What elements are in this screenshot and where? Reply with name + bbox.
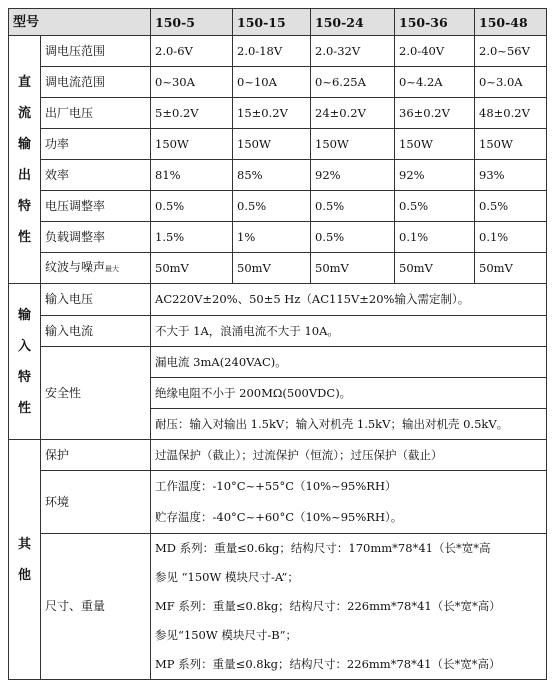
cell: 36±0.2V — [395, 98, 475, 129]
env-line: 贮存温度：-40°C~+60°C（10%~95%RH）。 — [155, 510, 403, 524]
table-row — [9, 222, 547, 253]
cell: 0.5% — [311, 191, 395, 222]
row-label: 出厂电压 — [41, 98, 151, 129]
table-row — [9, 98, 547, 129]
cell: 50mV — [311, 253, 395, 284]
spec-table — [8, 8, 547, 680]
model-label: 型号 — [9, 9, 151, 36]
row-label: 调电流范围 — [41, 67, 151, 98]
table-row — [9, 160, 547, 191]
table-row — [9, 284, 547, 316]
cell: 0.1% — [475, 222, 547, 253]
cell: 2.0-18V — [233, 36, 311, 67]
input-current-label: 输入电流 — [41, 316, 151, 347]
cell: 92% — [311, 160, 395, 191]
cell: 85% — [233, 160, 311, 191]
model-150-5: 150-5 — [151, 9, 233, 36]
cell: 81% — [151, 160, 233, 191]
row-label: 调电压范围 — [41, 36, 151, 67]
table-row — [9, 191, 547, 222]
model-150-36: 150-36 — [395, 9, 475, 36]
cell: 50mV — [475, 253, 547, 284]
protection-label: 保护 — [41, 440, 151, 471]
cell: 2.0-32V — [311, 36, 395, 67]
header-row — [9, 9, 547, 36]
cell: 15±0.2V — [233, 98, 311, 129]
table-row — [9, 440, 547, 471]
cell: 0.5% — [475, 191, 547, 222]
size-line: MD 系列：重量≤0.6kg；结构尺寸：170mm*78*41（长*宽*高 — [155, 541, 491, 555]
cell: 0~6.25A — [311, 67, 395, 98]
table-row — [9, 67, 547, 98]
size-line: 参见 “150W 模块尺寸-A”； — [155, 570, 299, 584]
input-current-value: 不大于 1A，浪涌电流不大于 10A。 — [151, 316, 547, 347]
table-row — [9, 129, 547, 160]
cell: 2.0-40V — [395, 36, 475, 67]
safety-line: 漏电流 3mA(240VAC)。 — [151, 347, 547, 378]
cell: 50mV — [233, 253, 311, 284]
cell: 150W — [475, 129, 547, 160]
max-subscript: 最大 — [105, 264, 120, 273]
environment-label: 环境 — [41, 471, 151, 534]
row-label: 负载调整率 — [41, 222, 151, 253]
cell: 0~30A — [151, 67, 233, 98]
table-row — [9, 36, 547, 67]
cell: 0~10A — [233, 67, 311, 98]
cell: 1.5% — [151, 222, 233, 253]
table-row — [9, 253, 547, 284]
input-voltage-value: AC220V±20%、50±5 Hz（AC115V±20%输入需定制）。 — [151, 284, 547, 316]
cell: 0~4.2A — [395, 67, 475, 98]
env-line: 工作温度：-10°C~+55°C（10%~95%RH） — [155, 479, 397, 493]
cell: 24±0.2V — [311, 98, 395, 129]
cell: 1% — [233, 222, 311, 253]
cell: 150W — [311, 129, 395, 160]
cell: 0.5% — [395, 191, 475, 222]
cell: 5±0.2V — [151, 98, 233, 129]
cell: 0~3.0A — [475, 67, 547, 98]
cell: 50mV — [395, 253, 475, 284]
other-section-label: 其 他 — [9, 440, 41, 680]
size-line: MP 系列：重量≤0.8kg；结构尺寸：226mm*78*41（长*宽*高） — [155, 657, 501, 671]
safety-line: 耐压：输入对输出 1.5kV；输入对机壳 1.5kV；输出对机壳 0.5kV。 — [151, 409, 547, 440]
model-150-24: 150-24 — [311, 9, 395, 36]
size-weight-value — [151, 534, 547, 680]
row-label: 效率 — [41, 160, 151, 191]
model-150-48: 150-48 — [475, 9, 547, 36]
input-section-label: 输 入 特 性 — [9, 284, 41, 440]
size-line: 参见“150W 模块尺寸-B”； — [155, 628, 298, 642]
table-row — [9, 471, 547, 534]
size-weight-label: 尺寸、重量 — [41, 534, 151, 680]
table-row — [9, 316, 547, 347]
cell: 2.0~56V — [475, 36, 547, 67]
table-row — [9, 534, 547, 680]
environment-value — [151, 471, 547, 534]
cell: 0.1% — [395, 222, 475, 253]
row-label-ripple: 纹波与噪声最大 — [41, 253, 151, 284]
dc-output-section-label: 直 流 输 出 特 性 — [9, 36, 41, 284]
row-label: 电压调整率 — [41, 191, 151, 222]
protection-value: 过温保护（截止）；过流保护（恒流）；过压保护（截止） — [151, 440, 547, 471]
cell: 93% — [475, 160, 547, 191]
cell: 0.5% — [233, 191, 311, 222]
cell: 150W — [395, 129, 475, 160]
cell: 2.0-6V — [151, 36, 233, 67]
spec-table-container — [8, 8, 547, 680]
safety-line: 绝缘电阻不小于 200MΩ(500VDC)。 — [151, 378, 547, 409]
row-label: 功率 — [41, 129, 151, 160]
input-voltage-label: 输入电压 — [41, 284, 151, 316]
size-line: MF 系列：重量≤0.8kg；结构尺寸：226mm*78*41（长*宽*高） — [155, 599, 501, 613]
safety-label: 安全性 — [41, 347, 151, 440]
cell: 0.5% — [311, 222, 395, 253]
cell: 0.5% — [151, 191, 233, 222]
cell: 150W — [151, 129, 233, 160]
model-150-15: 150-15 — [233, 9, 311, 36]
cell: 92% — [395, 160, 475, 191]
table-row — [9, 347, 547, 378]
cell: 150W — [233, 129, 311, 160]
cell: 50mV — [151, 253, 233, 284]
cell: 48±0.2V — [475, 98, 547, 129]
